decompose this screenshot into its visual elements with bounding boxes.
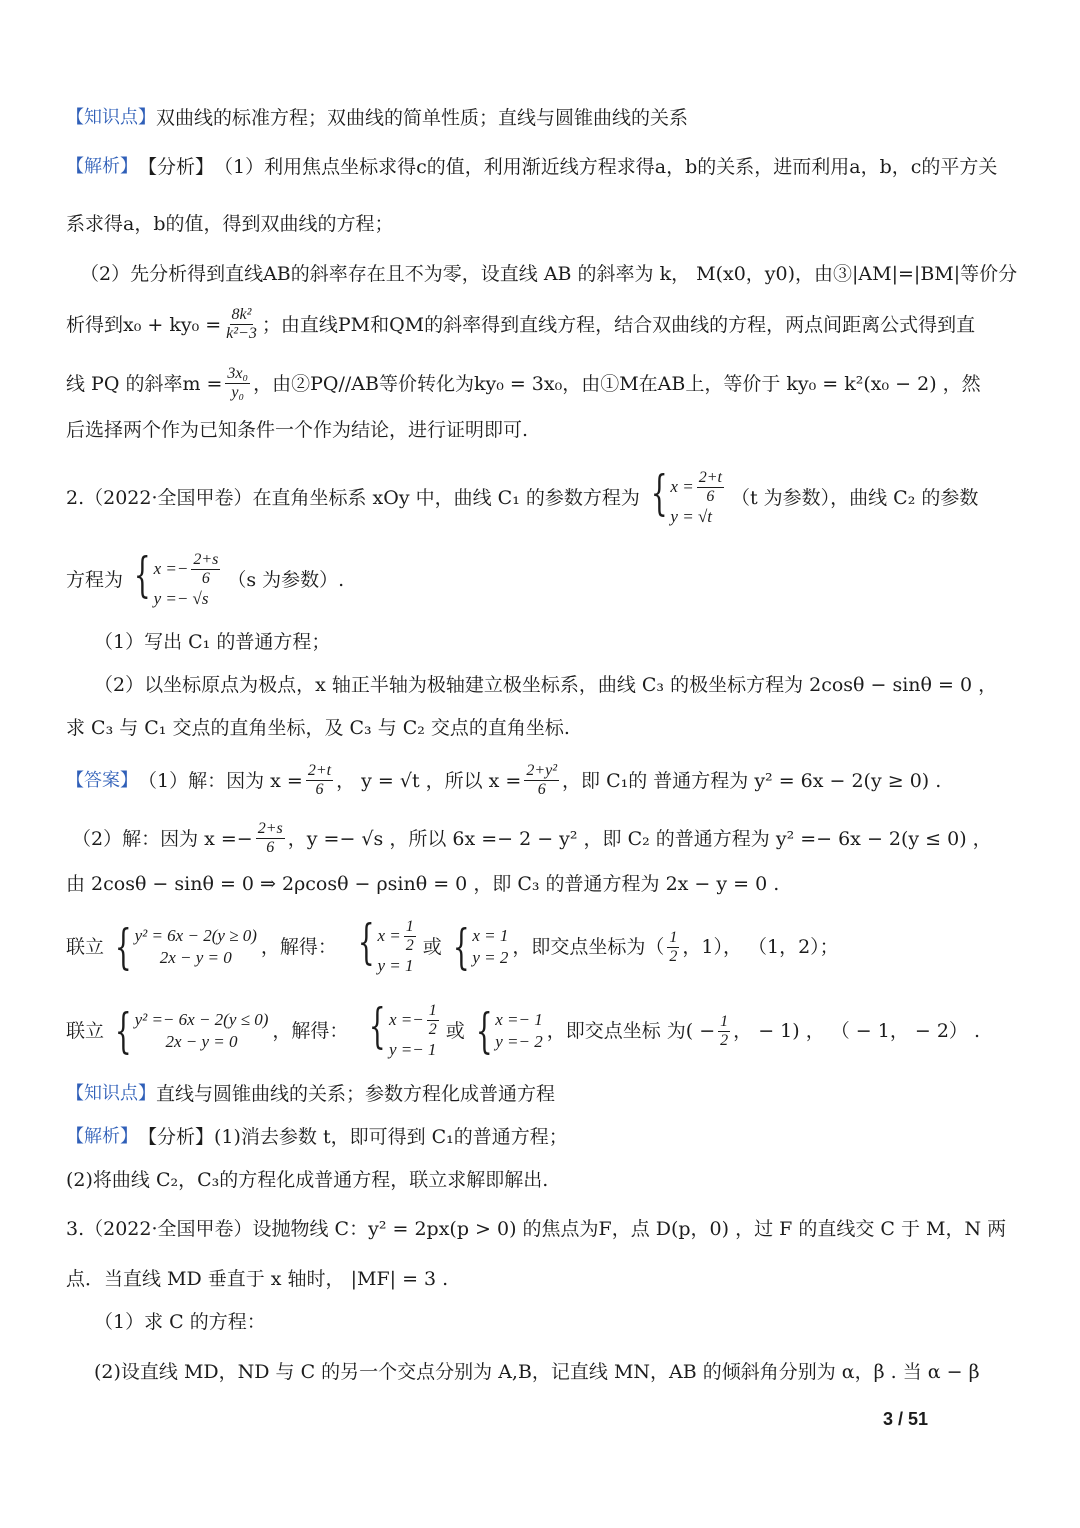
analysis-line-2 [66,210,394,238]
analysis-text: 后选择两个作为已知条件一个作为结论，进行证明即可. [66,419,529,441]
question-3-part-1: （1）求 C 的方程： [94,1311,266,1333]
question-2-part-2: （2）以坐标原点为极点，x 轴正半轴为极轴建立极坐标系，曲线 C₃ 的极坐标方程为 2cosθ − sinθ = 0 ， [94,674,998,696]
analysis-tag: 【解析】 [66,156,138,177]
knowledge-tag: 【知识点】 [66,107,156,128]
param-system-c1: { x = $\frac{2+t}{6}$ y = √t [650,464,722,526]
analysis-text: 线 PQ 的斜率m = [66,372,223,395]
analysis-line-q2-2: (2)将曲线 C₂，C₃的方程化成普通方程，联立求解即解出. [66,1169,549,1191]
analysis-line-5 [66,365,981,402]
question-text: 方程为 [66,569,124,591]
question-3-line-1: 3.（2022·全国甲卷）设抛物线 C：y² = 2px(p > 0) 的焦点为F，点 D(p，0) ，过 F 的直线交 C 于 M，N 两 [66,1218,1007,1240]
fraction: $\frac{\text{8k²}}{\text{k²−3}}$ [226,306,257,342]
knowledge-line-1 [66,104,688,132]
solve-system-1: 联立 { y² = 6x − 2(y ≥ 0) 2x − y = 0 ，解得： { x = $\frac{1}{2}$ y = 1 或 { x = 1 y = 2 ，即交点坐标为（ $\frac{1}{2}$ ，1）， （1，2）； [66,913,839,975]
analysis-line-3 [80,260,1017,288]
question-text: （s 为参数）. [227,569,345,591]
question-2-line-2 [66,546,345,610]
page-number: 3 / 51 [883,1409,929,1429]
knowledge-line-2: 【知识点】 直线与圆锥曲线的关系；参数方程化成普通方程 [66,1083,556,1105]
param-system-c2: { x =− $\frac{2+s}{6}$ y =− √s [133,546,219,608]
analysis-line-4 [66,306,975,343]
question-3-line-2: 点．当直线 MD 垂直于 x 轴时， |MF| = 3 . [66,1268,449,1290]
question-2-part-1: （1）写出 C₁ 的普通方程； [94,631,331,653]
analysis-line-1 [66,153,997,181]
answer-line-2: （2）解：因为 x =− $\frac{2+s}{6}$ ，y =− √s ，所以 6x =− 2 − y² ，即 C₂ 的普通方程为 y² =− 6x − 2(y ≤ 0) ， [72,820,992,856]
solve-system-2: 联立 { y² =− 6x − 2(y ≤ 0) 2x − y = 0 ，解得： { x =− $\frac{1}{2}$ y =− 1 或 { x =− 1 y =− 2 ，即交点坐标 为( − $\frac{1}{2}$ ， − 1) ， （ − 1， − 2） . [66,997,981,1059]
question-text: （t 为参数），曲线 C₂ 的参数 [730,487,979,509]
answer-line-1: 【答案】 （1）解：因为 x = $\frac{2+t}{6}$ ， y = √t ，所以 x = $\frac{\text{2+y²}}{6}$ ，即 C₁的 普通方程为 y² = 6x − 2(y ≥ 0) . [66,762,942,798]
fraction: $\frac{\text{3x₀}}{\text{y₀}}$ [227,365,249,401]
question-2-part-2b: 求 C₃ 与 C₁ 交点的直角坐标，及 C₃ 与 C₂ 交点的直角坐标. [66,717,570,739]
analysis-text: （2）先分析得到直线AB的斜率存在且不为零，设直线 AB 的斜率为 k， M(x0，y0)，由③|AM|=|BM|等价分 [80,263,1018,285]
answer-line-3: 由 2cosθ − sinθ = 0 ⇒ 2ρcosθ − ρsinθ = 0 ，即 C₃ 的普通方程为 2x − y = 0 . [66,873,780,895]
analysis-text: ，由②PQ//AB等价转化为ky₀ = 3x₀，由①M在AB上，等价于 ky₀ = k²(x₀ − 2) ，然 [253,372,981,395]
question-text: 2.（2022·全国甲卷）在直角坐标系 xOy 中，曲线 C₁ 的参数方程为 [66,487,640,509]
analysis-text: ；由直线PM和QM的斜率得到直线方程，结合双曲线的方程，两点间距离公式得到直 [261,313,976,336]
analysis-text: 析得到x₀ + ky₀ = [66,313,222,336]
question-3-part-2: (2)设直线 MD，ND 与 C 的另一个交点分别为 A,B，记直线 MN，AB 的倾斜角分别为 α，β . 当 α − β [94,1361,980,1383]
fenxi-tag: 【分析】 [138,156,215,178]
analysis-line-6 [66,416,528,444]
knowledge-text: 双曲线的标准方程；双曲线的简单性质；直线与圆锥曲线的关系 [156,107,689,129]
analysis-line-q2-1: 【解析】 【分析】 (1)消去参数 t，即可得到 C₁的普通方程； [66,1126,568,1148]
analysis-text: 系求得a，b的值，得到双曲线的方程； [66,213,394,235]
question-2-head [66,464,979,528]
analysis-text: （1）利用焦点坐标求得c的值，利用渐近线方程求得a，b的关系，进而利用a，b，c的平方关 [214,156,998,178]
answer-tag: 【答案】 [66,769,138,791]
